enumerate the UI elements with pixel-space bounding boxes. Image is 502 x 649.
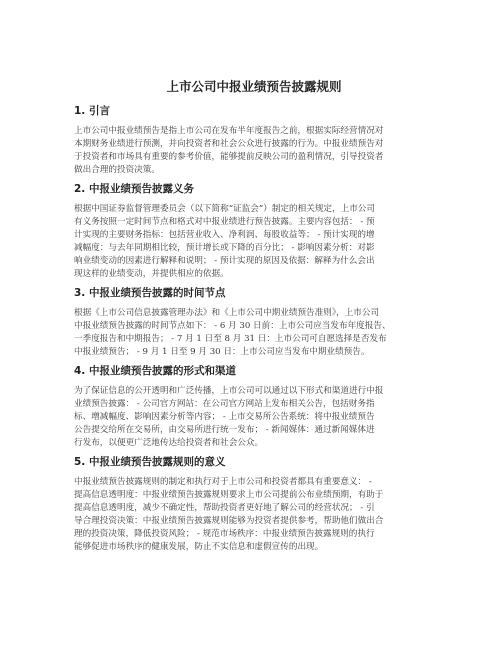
paragraph-line: 减幅度：与去年同期相比较，预计增长或下降的百分比； - 影响因素分析：对影 bbox=[74, 243, 375, 253]
paragraph-line: 中报业绩预告； - 9 月 1 日至 9 月 30 日：上市公司应当发布中期业绩预告。 bbox=[74, 347, 370, 357]
section-paragraph bbox=[74, 307, 434, 359]
section-heading: 3. 中报业绩预告披露的时间节点 bbox=[74, 287, 226, 299]
paragraph-line: 标、增减幅度、影响因素分析等内容； - 上市交易所公告系统：将中报业绩预告 bbox=[74, 412, 375, 422]
section-significance bbox=[74, 455, 434, 554]
section-paragraph bbox=[74, 476, 434, 554]
paragraph-line: 中报业绩预告披露的时间节点如下： - 6 月 30 日前：上市公司应当发布年度报告、 bbox=[74, 321, 391, 331]
paragraph-line: 提高信息透明度，减少不确定性，帮助投资者更好地了解公司的经营状况； - 引 bbox=[74, 503, 375, 513]
section-disclosure-obligation bbox=[74, 182, 434, 281]
paragraph-line: 本期财务业绩进行预测，并向投资者和社会公众进行披露的行为。中报业绩预告对 bbox=[74, 139, 384, 149]
paragraph-line: 为了保证信息的公开透明和广泛传播，上市公司可以通过以下形式和渠道进行中报 bbox=[74, 386, 384, 396]
section-heading: 1. 引言 bbox=[74, 105, 110, 117]
paragraph-line: 响业绩变动的因素进行解释和说明； - 预计实现的原因及依据：解释为什么会出 bbox=[74, 256, 375, 266]
section-heading: 4. 中报业绩预告披露的形式和渠道 bbox=[74, 365, 236, 377]
paragraph-line: 公告提交给所在交易所，由交易所进行统一发布； - 新闻媒体：通过新闻媒体进 bbox=[74, 425, 375, 435]
paragraph-line: 现这样的业绩变动，并提供相应的依据。 bbox=[74, 269, 229, 279]
paragraph-line: 根据《上市公司信息披露管理办法》和《上市公司中期业绩预告准则》，上市公司 bbox=[74, 308, 380, 318]
section-paragraph bbox=[74, 203, 434, 281]
paragraph-line: 上市公司中报业绩预告是指上市公司在发布半年度报告之前，根据实际经营情况对 bbox=[74, 126, 384, 136]
document-title: 上市公司中报业绩预告披露规则 bbox=[166, 79, 342, 94]
paragraph-line: 根据中国证券监督管理委员会（以下简称“证监会”）制定的相关规定，上市公司 bbox=[74, 204, 375, 214]
paragraph-line: 一季度报告和中期报告； - 7 月 1 日至 8 月 31 日：上市公司可自愿选择是否发布 bbox=[74, 334, 387, 344]
paragraph-line: 计实现的主要财务指标：包括营业收入、净利润、每股收益等； - 预计实现的增 bbox=[74, 230, 375, 240]
paragraph-line: 能够促进市场秩序的健康发展，防止不实信息和虚假宣传的出现。 bbox=[74, 542, 324, 552]
paragraph-line: 于投资者和市场具有重要的参考价值，能够提前反映公司的盈利情况，引导投资者 bbox=[74, 152, 384, 162]
paragraph-line: 理的投资决策，降低投资风险； - 规范市场秩序：中报业绩预告披露规则的执行 bbox=[74, 529, 375, 539]
paragraph-line: 提高信息透明度：中报业绩预告披露规则要求上市公司提前公布业绩预期，有助于 bbox=[74, 490, 384, 500]
paragraph-line: 中报业绩预告披露规则的制定和执行对于上市公司和投资者都具有重要意义： - bbox=[74, 477, 372, 487]
paragraph-line: 有义务按照一定时间节点和格式对中报业绩进行预告披露。主要内容包括： - 预 bbox=[74, 217, 375, 227]
section-heading: 2. 中报业绩预告披露义务 bbox=[74, 183, 194, 195]
section-time-nodes bbox=[74, 286, 434, 359]
section-forms-and-channels bbox=[74, 364, 434, 450]
section-paragraph bbox=[74, 385, 434, 450]
section-introduction bbox=[74, 104, 434, 177]
paragraph-line: 业绩预告披露： - 公司官方网站：在公司官方网站上发布相关公告，包括财务指 bbox=[74, 399, 375, 409]
paragraph-line: 导合理投资决策：中报业绩预告披露规则能够为投资者提供参考，帮助他们做出合 bbox=[74, 516, 384, 526]
paragraph-line: 做出合理的投资决策。 bbox=[74, 165, 160, 175]
section-paragraph bbox=[74, 125, 434, 177]
section-heading: 5. 中报业绩预告披露规则的意义 bbox=[74, 456, 226, 468]
paragraph-line: 行发布，以便更广泛地传达给投资者和社会公众。 bbox=[74, 438, 264, 448]
